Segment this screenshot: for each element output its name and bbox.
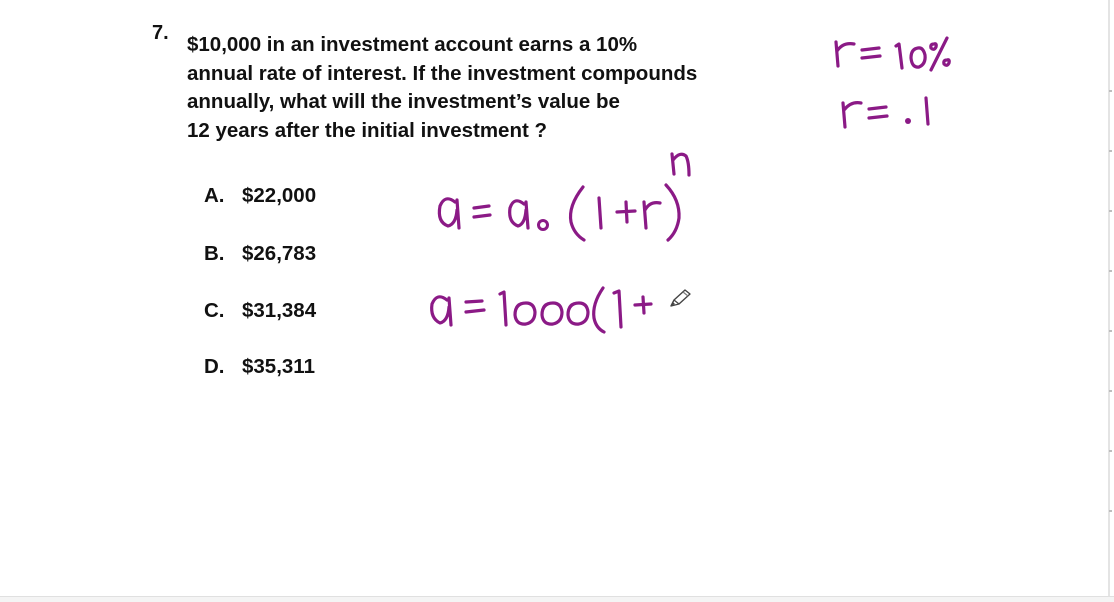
- choice-letter: C.: [204, 299, 225, 322]
- formula-general: [439, 154, 689, 240]
- note-r-percent: [836, 38, 949, 70]
- question-line: $10,000 in an investment account earns a 10%: [187, 33, 638, 56]
- choice-value: $35,311: [242, 355, 315, 378]
- choice-value: $31,384: [242, 299, 317, 322]
- choice-letter: B.: [204, 242, 225, 265]
- pen-icon: [668, 287, 694, 309]
- question-line: 12 years after the initial investment ?: [187, 118, 548, 142]
- page-edge-mark: [1109, 390, 1112, 392]
- page-edge-mark: [1109, 330, 1112, 332]
- choice-letter: D.: [204, 355, 225, 378]
- page-edge-mark: [1109, 210, 1112, 212]
- page-edge-mark: [1109, 510, 1112, 512]
- note-r-decimal: [843, 98, 928, 127]
- question-number: 7.: [152, 22, 169, 44]
- page-bottom-edge: [0, 596, 1114, 602]
- page-edge-mark: [1109, 90, 1112, 92]
- choice-value: $22,000: [242, 184, 317, 207]
- choice-value: $26,783: [242, 242, 317, 265]
- page-edge-mark: [1109, 450, 1112, 452]
- page-edge-mark: [1109, 150, 1112, 152]
- page-edge-mark: [1109, 270, 1112, 272]
- choice-letter: A.: [204, 184, 225, 207]
- question-line: annual rate of interest. If the investment compounds: [187, 61, 698, 85]
- formula-substituted: [432, 288, 651, 332]
- question-line: annually, what will the investment’s value be: [187, 90, 620, 113]
